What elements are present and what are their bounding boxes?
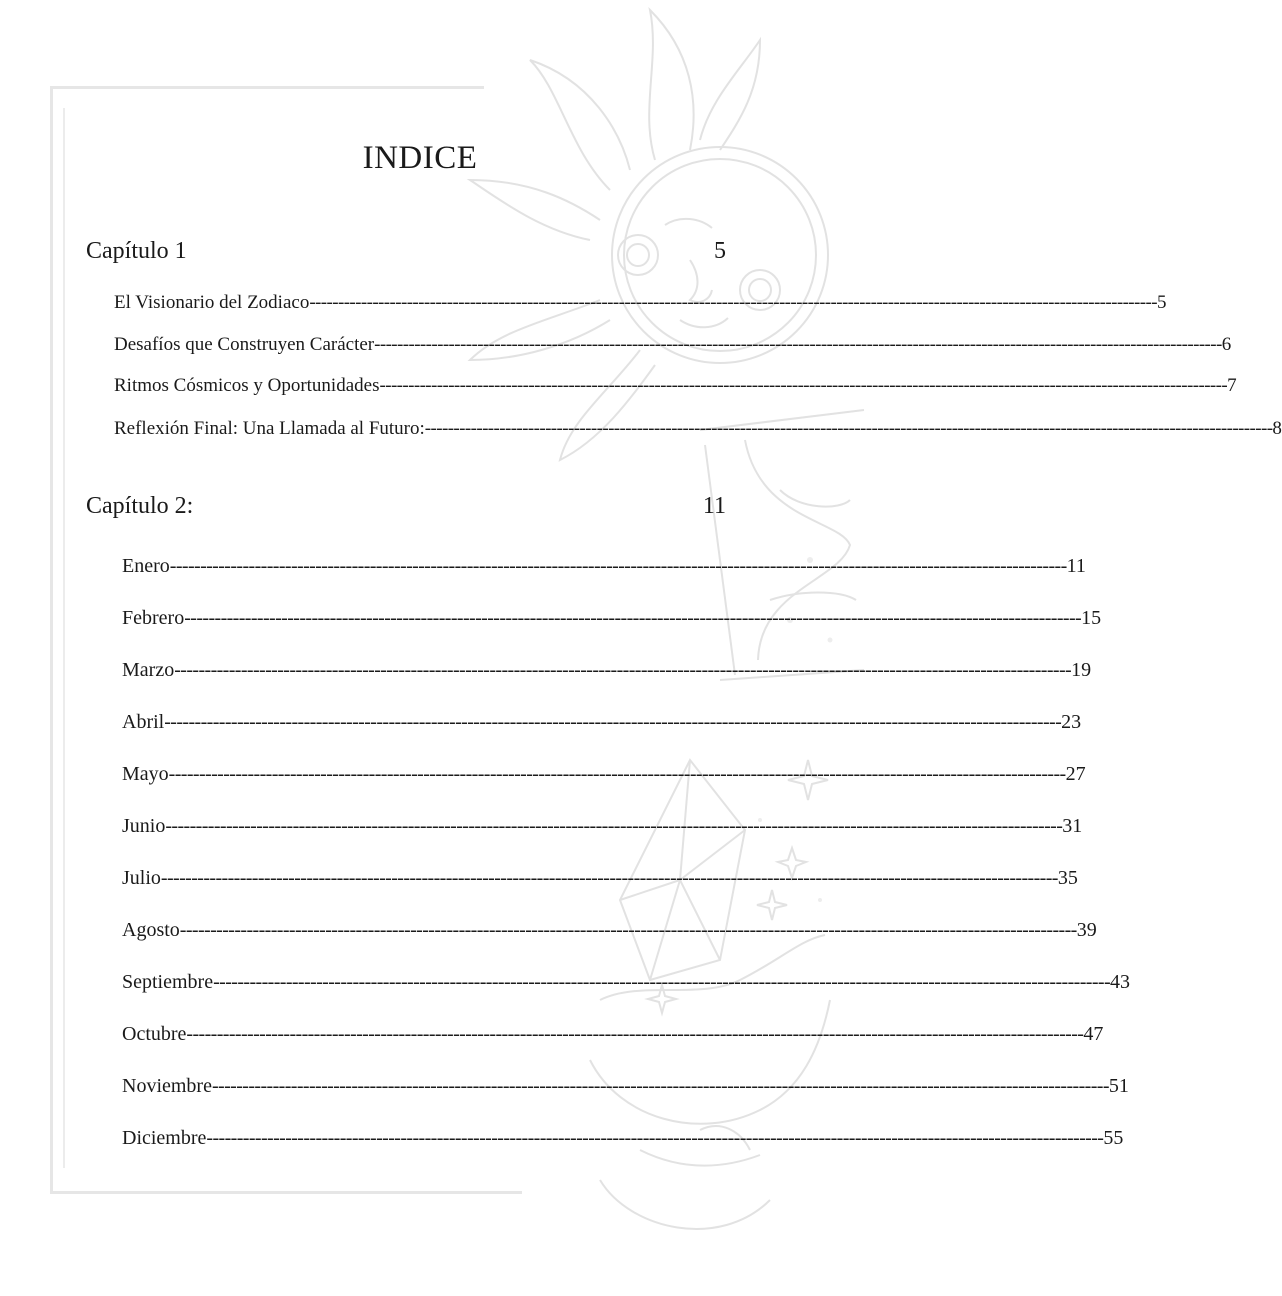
toc-entry-page: 51 bbox=[1108, 1075, 1129, 1097]
chapter-label: Capítulo 1 bbox=[86, 238, 187, 264]
toc-entry bbox=[122, 867, 1078, 890]
toc-entry-page: 6 bbox=[1221, 334, 1232, 355]
toc-entry bbox=[114, 334, 1232, 356]
toc-entry-label: Julio bbox=[122, 867, 161, 889]
toc-entry bbox=[122, 555, 1086, 578]
toc-entry bbox=[114, 292, 1167, 314]
toc-entry-label: Noviembre bbox=[122, 1075, 212, 1097]
toc-entry bbox=[122, 815, 1083, 838]
dot-leader: ---------------------------------------------------------------------------------------------------------------------------------------------------- bbox=[374, 334, 1222, 355]
toc-entry-label: Desafíos que Construyen Carácter bbox=[114, 334, 375, 355]
toc-entry bbox=[122, 919, 1097, 942]
dot-leader: ---------------------------------------------------------------------------------------------------------------------------------------------------- bbox=[309, 292, 1157, 313]
toc-entry bbox=[122, 971, 1130, 994]
toc-entry bbox=[114, 375, 1237, 397]
hourglass-icon bbox=[700, 410, 864, 680]
toc-entry-label: Enero bbox=[122, 555, 170, 577]
page-title: INDICE bbox=[362, 140, 478, 176]
chapter-page: 5 bbox=[714, 238, 726, 264]
dot-leader: ---------------------------------------------------------------------------------------------------------------------------------------------------- bbox=[165, 815, 1063, 837]
toc-entry-label: Septiembre bbox=[122, 971, 214, 993]
toc-entry-label: Octubre bbox=[122, 1023, 187, 1045]
dot-leader: ---------------------------------------------------------------------------------------------------------------------------------------------------- bbox=[179, 919, 1077, 941]
frame-border-top bbox=[50, 86, 484, 89]
toc-entry-label: Mayo bbox=[122, 763, 169, 785]
toc-entry bbox=[114, 418, 1282, 440]
toc-entry-page: 11 bbox=[1066, 555, 1086, 577]
toc-entry-page: 47 bbox=[1083, 1023, 1104, 1045]
toc-entry-page: 27 bbox=[1065, 763, 1086, 785]
toc-entry-page: 15 bbox=[1081, 607, 1102, 629]
toc-entry-page: 55 bbox=[1103, 1127, 1124, 1149]
dot-leader: ---------------------------------------------------------------------------------------------------------------------------------------------------- bbox=[160, 867, 1058, 889]
toc-entry bbox=[122, 711, 1082, 734]
dot-leader: ---------------------------------------------------------------------------------------------------------------------------------------------------- bbox=[184, 607, 1082, 629]
toc-entry-label: Ritmos Cósmicos y Oportunidades bbox=[114, 375, 380, 396]
dot-leader: ---------------------------------------------------------------------------------------------------------------------------------------------------- bbox=[186, 1023, 1084, 1045]
toc-entry-page: 43 bbox=[1110, 971, 1130, 993]
toc-entry bbox=[122, 659, 1092, 682]
toc-entry-label: Marzo bbox=[122, 659, 175, 681]
toc-entry bbox=[122, 763, 1086, 786]
chapter-page: 11 bbox=[702, 493, 726, 519]
dot-leader: ---------------------------------------------------------------------------------------------------------------------------------------------------- bbox=[379, 375, 1228, 396]
toc-entry-label: Junio bbox=[122, 815, 166, 837]
chapter-heading-2 bbox=[86, 493, 726, 525]
dot-leader: ---------------------------------------------------------------------------------------------------------------------------------------------------- bbox=[164, 711, 1062, 733]
toc-entry-page: 35 bbox=[1057, 867, 1078, 889]
toc-entry-label: Agosto bbox=[122, 919, 180, 941]
dot-leader: ---------------------------------------------------------------------------------------------------------------------------------------------------- bbox=[213, 971, 1110, 993]
toc-entry bbox=[122, 1075, 1129, 1098]
dot-leader: ---------------------------------------------------------------------------------------------------------------------------------------------------- bbox=[211, 1075, 1109, 1097]
toc-entry-page: 19 bbox=[1071, 659, 1092, 681]
toc-entry-page: 7 bbox=[1227, 375, 1237, 396]
frame-inner-line bbox=[63, 108, 65, 1168]
dot-leader: ---------------------------------------------------------------------------------------------------------------------------------------------------- bbox=[168, 763, 1066, 785]
toc-entry-label: Reflexión Final: Una Llamada al Futuro: bbox=[114, 418, 425, 439]
toc-entry bbox=[122, 1023, 1104, 1046]
dot-leader: ---------------------------------------------------------------------------------------------------------------------------------------------------- bbox=[169, 555, 1067, 577]
toc-entry-page: 8 bbox=[1272, 418, 1282, 439]
toc-entry-label: El Visionario del Zodiaco bbox=[114, 292, 310, 313]
toc-entry-page: 23 bbox=[1061, 711, 1082, 733]
toc-entry-page: 5 bbox=[1156, 292, 1167, 313]
frame-border-left bbox=[50, 86, 53, 1194]
toc-entry-page: 31 bbox=[1062, 815, 1083, 837]
toc-entry-page: 39 bbox=[1076, 919, 1097, 941]
toc-entry-label: Febrero bbox=[122, 607, 185, 629]
toc-entry-label: Diciembre bbox=[122, 1127, 207, 1149]
chapter-label: Capítulo 2: bbox=[86, 493, 194, 519]
star-icon bbox=[757, 890, 787, 920]
frame-border-bottom bbox=[50, 1191, 522, 1194]
dot-leader: ---------------------------------------------------------------------------------------------------------------------------------------------------- bbox=[424, 418, 1273, 439]
dot-leader: ---------------------------------------------------------------------------------------------------------------------------------------------------- bbox=[206, 1127, 1104, 1149]
chapter-heading-1 bbox=[86, 238, 726, 270]
toc-entry bbox=[122, 1127, 1124, 1150]
dot-leader: ---------------------------------------------------------------------------------------------------------------------------------------------------- bbox=[174, 659, 1072, 681]
toc-entry bbox=[122, 607, 1102, 630]
toc-entry-label: Abril bbox=[122, 711, 165, 733]
